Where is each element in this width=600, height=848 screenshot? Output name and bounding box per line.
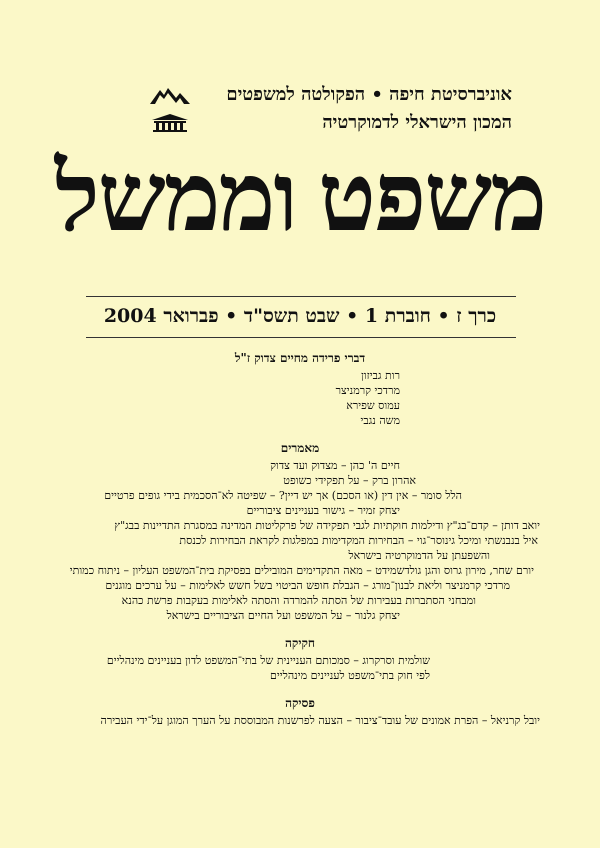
list-item: לפי חוק בתי־משפט לעניינים מינהליים	[270, 669, 430, 682]
haifa-university-logo-icon	[150, 86, 190, 106]
list-item: מרדכי קרמניצר וליאת לבנון־מורג – הגבלת חופש הביטוי בשל חשש לאלימות – על ערכים מוגנים	[105, 579, 510, 592]
institution-line-university: אוניברסיטת חיפה • הפקולטה למשפטים	[226, 84, 512, 105]
list-item: עמוס שפירא	[346, 399, 400, 412]
divider-bottom	[86, 337, 516, 338]
section-farewell	[60, 351, 540, 428]
idi-building-logo-icon	[150, 113, 190, 133]
list-item: שולמית וסרקרוג – סמכותם העניינית של בתי־המשפט לדון בעניינים מינהליים	[106, 654, 430, 667]
section-rulings	[60, 696, 540, 728]
list-item: איל בנבנשתי ומיכל גינוסר־גוי – הבחירות המקדימות במפלגות לקראת הבחירות לכנסת	[179, 534, 538, 547]
list-item: חיים ה' כהן – מצדוק ועד צדוק	[270, 459, 400, 472]
list-item: הלל סומר – אין דין (או הסכם) אך יש דיין? – שפיטה לא־הסכמית בידי גופים פרטיים	[104, 489, 462, 502]
list-item: ומבחני הסתברות בעבירות של הסתה להמרדה והסתה לאלימות בעקבות פרשת כהנא	[121, 594, 476, 607]
section-title-farewell: דברי פרידה מחיים צדוק ז"ל	[234, 351, 366, 365]
divider-top	[86, 296, 516, 297]
section-title-legislation: חקיקה	[285, 636, 315, 650]
section-title-articles: מאמרים	[280, 441, 320, 455]
list-item: משה נגבי	[360, 414, 400, 427]
issue-line: כרך ז • חוברת 1 • שבט תשס"ד • פברואר 2004	[103, 305, 497, 327]
section-legislation	[60, 636, 540, 683]
list-item: יורם שחר, מירון גרוס והגן גולדשמידט – מאה התקדימים המובילים בפסיקת בית־המשפט העליון – ניתוח כמותי	[69, 564, 534, 577]
list-item: אהרון ברק – על תפקידי כשופט	[283, 474, 416, 487]
list-item: יואב דותן – קדם־בג"ץ ודילמות חוקתיות לגבי תפקידה של פרקליטות המדינה במסגרת התדיינות בבג"ץ	[114, 519, 540, 532]
list-item: מרדכי קרמניצר	[335, 384, 400, 397]
section-title-rulings: פסיקה	[285, 696, 315, 710]
institution-line-idi: המכון הישראלי לדמוקרטיה	[322, 112, 512, 133]
list-item: רות גביזון	[361, 369, 400, 382]
list-item: והשפעתן על הדמוקרטיה בישראל	[348, 549, 490, 562]
journal-title: משפט וממשל	[54, 144, 546, 251]
table-of-contents	[60, 351, 540, 741]
list-item: יובל קרניאל – הפרת אמונים של עובד־ציבור – הצעה לפרשנות המבוססת על הערך המוגן על־ידי העבירה	[100, 714, 540, 727]
section-articles	[60, 441, 540, 623]
list-item: יצחק גלנור – על המשפט ועל החיים הציבוריים בישראל	[166, 609, 400, 622]
list-item: יצחק זמיר – גישור בעניינים ציבוריים	[246, 504, 400, 517]
